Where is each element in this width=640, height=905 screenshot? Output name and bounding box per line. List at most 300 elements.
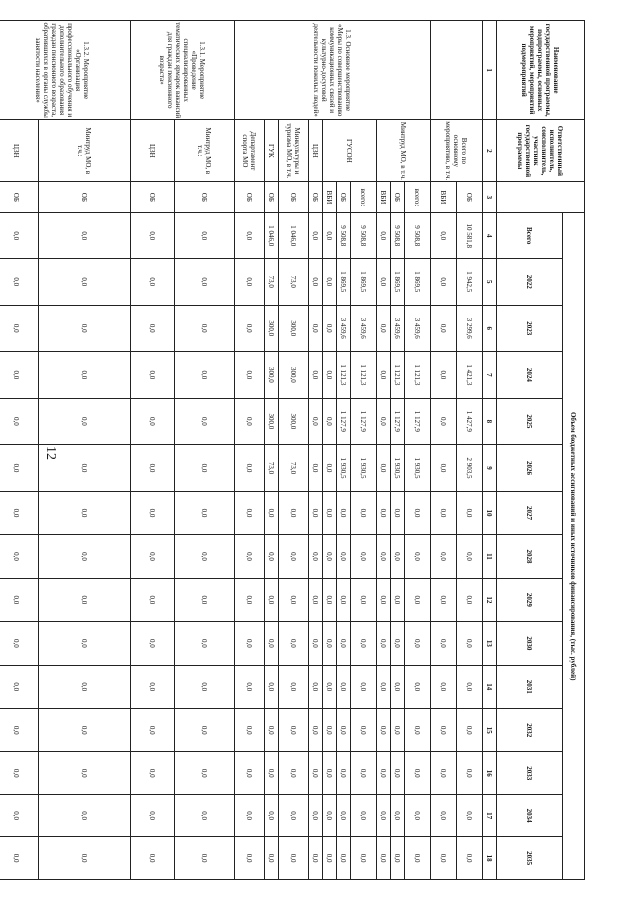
value-cell: 0,0 (265, 837, 279, 880)
header-year: 2031 (497, 665, 563, 708)
value-cell: 0,0 (323, 213, 337, 259)
value-cell: 0,0 (39, 213, 131, 259)
value-cell: 1 046,0 (279, 213, 309, 259)
value-cell: 0,0 (457, 752, 483, 794)
value-cell: 0,0 (39, 305, 131, 352)
value-cell: 0,0 (337, 622, 351, 665)
row-executor-cell: Всего по основному мероприятию, в т.ч. (431, 120, 483, 182)
column-number: 13 (483, 622, 497, 665)
value-cell: 0,0 (39, 258, 131, 305)
value-cell: 0,0 (323, 752, 337, 794)
value-cell: 0,0 (337, 535, 351, 578)
value-cell: 0,0 (351, 491, 377, 534)
value-cell: 1 930,5 (391, 445, 405, 492)
value-cell: 0,0 (131, 752, 175, 794)
value-cell: 1 127,9 (405, 398, 431, 445)
table-row (175, 21, 235, 880)
value-cell: 300,0 (279, 305, 309, 352)
column-number: 16 (483, 752, 497, 794)
value-cell: 0,0 (265, 752, 279, 794)
table-row (0, 21, 39, 880)
value-cell: 0,0 (175, 258, 235, 305)
finance-table (0, 20, 585, 880)
value-cell: 0,0 (457, 578, 483, 621)
row-source-cell: ОБ (235, 182, 265, 213)
value-cell: 1 869,5 (337, 258, 351, 305)
column-number: 9 (483, 445, 497, 492)
value-cell: 73,0 (265, 258, 279, 305)
column-number: 2 (483, 120, 497, 182)
value-cell: 0,0 (235, 213, 265, 259)
value-cell: 0,0 (405, 578, 431, 621)
value-cell: 0,0 (265, 665, 279, 708)
value-cell: 0,0 (131, 398, 175, 445)
value-cell: 0,0 (431, 398, 457, 445)
value-cell: 0,0 (457, 665, 483, 708)
value-cell: 0,0 (0, 709, 39, 752)
value-cell: 0,0 (235, 491, 265, 534)
row-source-cell: ОБ (175, 182, 235, 213)
value-cell: 0,0 (377, 578, 391, 621)
value-cell: 0,0 (377, 258, 391, 305)
value-cell: 3 459,6 (405, 305, 431, 352)
column-number: 18 (483, 837, 497, 880)
value-cell: 0,0 (131, 709, 175, 752)
value-cell: 300,0 (265, 305, 279, 352)
value-cell: 0,0 (309, 794, 323, 836)
column-number: 10 (483, 491, 497, 534)
value-cell: 0,0 (265, 491, 279, 534)
value-cell: 0,0 (265, 578, 279, 621)
value-cell: 0,0 (337, 709, 351, 752)
value-cell: 1 127,9 (337, 398, 351, 445)
value-cell: 0,0 (39, 794, 131, 836)
row-source-cell: ОБ (309, 182, 323, 213)
value-cell: 0,0 (431, 445, 457, 492)
value-cell: 0,0 (323, 709, 337, 752)
value-cell: 0,0 (431, 709, 457, 752)
value-cell: 0,0 (39, 398, 131, 445)
row-executor-cell: Департамент спорта МО (235, 120, 265, 182)
value-cell: 0,0 (391, 535, 405, 578)
row-executor-cell: ЦЗН (131, 120, 175, 182)
value-cell: 0,0 (405, 752, 431, 794)
value-cell: 0,0 (131, 213, 175, 259)
value-cell: 0,0 (235, 535, 265, 578)
header-year: 2035 (497, 837, 563, 880)
value-cell: 0,0 (0, 258, 39, 305)
value-cell: 0,0 (377, 752, 391, 794)
value-cell: 0,0 (39, 665, 131, 708)
value-cell: 0,0 (351, 535, 377, 578)
value-cell: 300,0 (265, 398, 279, 445)
value-cell: 0,0 (309, 445, 323, 492)
value-cell: 0,0 (431, 305, 457, 352)
value-cell: 0,0 (391, 837, 405, 880)
value-cell: 0,0 (175, 398, 235, 445)
value-cell: 0,0 (323, 578, 337, 621)
value-cell: 1 421,3 (457, 352, 483, 399)
value-cell: 0,0 (175, 352, 235, 399)
value-cell: 0,0 (377, 213, 391, 259)
value-cell: 0,0 (391, 578, 405, 621)
value-cell: 10 581,8 (457, 213, 483, 259)
row-name-cell: 1.3. Основное мероприятие «Меры по совершенствованию коммуникационных связей и культурно-досуговой деятельности пожилых людей» (235, 21, 431, 120)
value-cell: 0,0 (175, 535, 235, 578)
value-cell: 1 942,5 (457, 258, 483, 305)
value-cell: 0,0 (235, 709, 265, 752)
row-name-cell: 1.3.1. Мероприятие «Проведение специализированных тематических ярмарок вакансий для граждан пенсионного возраста» (131, 21, 235, 120)
column-number: 6 (483, 305, 497, 352)
value-cell: 300,0 (279, 352, 309, 399)
value-cell: 0,0 (0, 578, 39, 621)
value-cell: 0,0 (0, 665, 39, 708)
value-cell: 0,0 (235, 665, 265, 708)
value-cell: 0,0 (431, 535, 457, 578)
row-name-cell: 1.3.2. Мероприятие «Организация профессионального обучения и дополнительного образования граждан пенсионного возраста, обратившихся в органы службы занятости населения» (0, 21, 131, 120)
value-cell: 0,0 (279, 535, 309, 578)
value-cell: 9 508,8 (337, 213, 351, 259)
value-cell: 0,0 (431, 213, 457, 259)
value-cell: 0,0 (235, 794, 265, 836)
value-cell: 0,0 (131, 665, 175, 708)
value-cell: 1 127,9 (351, 398, 377, 445)
value-cell: 0,0 (279, 709, 309, 752)
value-cell: 0,0 (323, 305, 337, 352)
rotated-table-page (12, 20, 585, 880)
row-source-cell: ВБИ (431, 182, 457, 213)
value-cell: 0,0 (377, 709, 391, 752)
column-number: 14 (483, 665, 497, 708)
value-cell: 0,0 (431, 837, 457, 880)
value-cell: 0,0 (39, 709, 131, 752)
value-cell: 0,0 (377, 837, 391, 880)
value-cell: 0,0 (323, 665, 337, 708)
value-cell: 0,0 (337, 794, 351, 836)
value-cell: 0,0 (131, 535, 175, 578)
value-cell: 0,0 (131, 445, 175, 492)
value-cell: 0,0 (0, 213, 39, 259)
value-cell: 0,0 (235, 622, 265, 665)
value-cell: 0,0 (377, 794, 391, 836)
value-cell: 0,0 (0, 398, 39, 445)
value-cell: 0,0 (175, 622, 235, 665)
value-cell: 0,0 (131, 622, 175, 665)
row-source-cell: ОБ (0, 182, 39, 213)
value-cell: 0,0 (323, 398, 337, 445)
value-cell: 0,0 (351, 752, 377, 794)
value-cell: 1 869,5 (391, 258, 405, 305)
value-cell: 0,0 (323, 352, 337, 399)
value-cell: 0,0 (309, 398, 323, 445)
table-row (131, 21, 175, 880)
column-number: 11 (483, 535, 497, 578)
value-cell: 1 121,3 (391, 352, 405, 399)
column-number: 8 (483, 398, 497, 445)
value-cell: 0,0 (265, 622, 279, 665)
value-cell: 0,0 (309, 491, 323, 534)
value-cell: 0,0 (431, 752, 457, 794)
value-cell: 0,0 (309, 535, 323, 578)
value-cell: 9 508,8 (391, 213, 405, 259)
column-number: 15 (483, 709, 497, 752)
header-year: 2027 (497, 491, 563, 534)
table-row (265, 21, 279, 880)
value-cell: 1 930,5 (351, 445, 377, 492)
table-row (351, 21, 377, 880)
value-cell: 0,0 (431, 622, 457, 665)
value-cell: 0,0 (323, 258, 337, 305)
value-cell: 0,0 (431, 258, 457, 305)
value-cell: 0,0 (391, 794, 405, 836)
value-cell: 0,0 (175, 752, 235, 794)
value-cell: 0,0 (265, 794, 279, 836)
value-cell: 0,0 (377, 622, 391, 665)
value-cell: 0,0 (235, 258, 265, 305)
value-cell: 0,0 (405, 622, 431, 665)
row-source-cell: ВБИ (377, 182, 391, 213)
value-cell: 1 869,5 (405, 258, 431, 305)
table-row (405, 21, 431, 880)
value-cell: 0,0 (235, 445, 265, 492)
header-year: 2032 (497, 709, 563, 752)
value-cell: 0,0 (279, 752, 309, 794)
value-cell: 300,0 (279, 398, 309, 445)
header-year: 2029 (497, 578, 563, 621)
value-cell: 0,0 (431, 665, 457, 708)
value-cell: 0,0 (175, 794, 235, 836)
header-year: 2034 (497, 794, 563, 836)
value-cell: 0,0 (131, 352, 175, 399)
value-cell: 0,0 (457, 794, 483, 836)
value-cell: 0,0 (337, 665, 351, 708)
value-cell: 0,0 (309, 352, 323, 399)
value-cell: 0,0 (323, 622, 337, 665)
value-cell: 0,0 (391, 665, 405, 708)
value-cell: 3 459,6 (337, 305, 351, 352)
value-cell: 0,0 (265, 709, 279, 752)
column-number: 17 (483, 794, 497, 836)
value-cell: 0,0 (131, 837, 175, 880)
value-cell: 0,0 (391, 709, 405, 752)
value-cell: 0,0 (0, 445, 39, 492)
value-cell: 0,0 (39, 491, 131, 534)
value-cell: 0,0 (391, 622, 405, 665)
column-number: 4 (483, 213, 497, 259)
value-cell: 0,0 (39, 352, 131, 399)
value-cell: 0,0 (337, 491, 351, 534)
value-cell: 0,0 (309, 258, 323, 305)
value-cell: 1 930,5 (405, 445, 431, 492)
value-cell: 0,0 (131, 578, 175, 621)
value-cell: 3 299,6 (457, 305, 483, 352)
value-cell: 0,0 (309, 837, 323, 880)
row-executor-cell: Минтруд МО, в т.ч.: (175, 120, 235, 182)
row-executor-cell: Минтруд МО, в т.ч. (377, 120, 431, 182)
value-cell: 3 459,6 (351, 305, 377, 352)
value-cell: 0,0 (175, 213, 235, 259)
header-year: 2024 (497, 352, 563, 399)
header-year: 2028 (497, 535, 563, 578)
value-cell: 0,0 (309, 213, 323, 259)
column-number: 3 (483, 182, 497, 213)
value-cell: 0,0 (351, 622, 377, 665)
header-year: 2025 (497, 398, 563, 445)
value-cell: 1 121,3 (337, 352, 351, 399)
header-total: Всего (497, 213, 563, 259)
row-source-cell: всего: (351, 182, 377, 213)
value-cell: 0,0 (377, 398, 391, 445)
value-cell: 0,0 (377, 535, 391, 578)
value-cell: 0,0 (265, 535, 279, 578)
value-cell: 0,0 (131, 305, 175, 352)
value-cell: 0,0 (39, 535, 131, 578)
value-cell: 0,0 (431, 352, 457, 399)
row-executor-cell: Минтруд МО, в т.ч.: (39, 120, 131, 182)
value-cell: 0,0 (175, 837, 235, 880)
value-cell: 1 930,5 (337, 445, 351, 492)
value-cell: 0,0 (377, 491, 391, 534)
row-source-cell: ОБ (279, 182, 309, 213)
table-row (279, 21, 309, 880)
value-cell: 0,0 (431, 794, 457, 836)
value-cell: 0,0 (391, 752, 405, 794)
column-number: 7 (483, 352, 497, 399)
value-cell: 0,0 (309, 305, 323, 352)
value-cell: 0,0 (377, 305, 391, 352)
value-cell: 0,0 (309, 578, 323, 621)
value-cell: 0,0 (279, 837, 309, 880)
value-cell: 0,0 (279, 622, 309, 665)
value-cell: 0,0 (351, 665, 377, 708)
value-cell: 0,0 (323, 535, 337, 578)
table-row (235, 21, 265, 880)
row-source-cell: ОБ (337, 182, 351, 213)
value-cell: 0,0 (279, 578, 309, 621)
value-cell: 0,0 (39, 752, 131, 794)
value-cell: 9 508,8 (405, 213, 431, 259)
row-source-cell: ОБ (391, 182, 405, 213)
value-cell: 0,0 (457, 837, 483, 880)
row-executor-cell: Минкультуры и туризма МО, в т.ч. (279, 120, 309, 182)
value-cell: 0,0 (131, 794, 175, 836)
value-cell: 0,0 (405, 709, 431, 752)
value-cell: 0,0 (323, 491, 337, 534)
header-year: 2033 (497, 752, 563, 794)
table-row (457, 21, 483, 880)
row-source-cell: всего: (405, 182, 431, 213)
page-number: 12 (43, 446, 58, 460)
value-cell: 1 427,9 (457, 398, 483, 445)
value-cell: 0,0 (337, 578, 351, 621)
value-cell: 0,0 (235, 578, 265, 621)
value-cell: 0,0 (279, 665, 309, 708)
value-cell: 0,0 (351, 837, 377, 880)
column-number: 1 (483, 21, 497, 120)
row-source-cell: ОБ (131, 182, 175, 213)
value-cell: 0,0 (309, 665, 323, 708)
header-executor: Ответственный исполнитель, соисполнитель, участник государственной программы (497, 120, 585, 182)
value-cell: 3 459,6 (391, 305, 405, 352)
value-cell: 0,0 (309, 752, 323, 794)
value-cell: 0,0 (309, 622, 323, 665)
value-cell: 0,0 (337, 837, 351, 880)
value-cell: 0,0 (405, 535, 431, 578)
value-cell: 1 869,5 (351, 258, 377, 305)
value-cell: 0,0 (405, 794, 431, 836)
row-executor-cell: ГУСОН (323, 120, 377, 182)
value-cell: 0,0 (405, 837, 431, 880)
value-cell: 1 046,0 (265, 213, 279, 259)
table-row (39, 21, 131, 880)
value-cell: 0,0 (235, 398, 265, 445)
row-source-cell: ОБ (39, 182, 131, 213)
value-cell: 0,0 (351, 794, 377, 836)
value-cell: 0,0 (175, 578, 235, 621)
value-cell: 0,0 (0, 535, 39, 578)
column-number: 5 (483, 258, 497, 305)
value-cell: 0,0 (0, 352, 39, 399)
header-name: Наименование государственной программы, подпрограммы, основных мероприятий, мероприятий подмероприятий (497, 21, 585, 120)
row-source-cell: ОБ (457, 182, 483, 213)
header-year: 2022 (497, 258, 563, 305)
value-cell: 0,0 (405, 491, 431, 534)
value-cell: 0,0 (377, 352, 391, 399)
value-cell: 0,0 (457, 491, 483, 534)
header-year: 2026 (497, 445, 563, 492)
value-cell: 0,0 (39, 622, 131, 665)
value-cell: 0,0 (405, 665, 431, 708)
value-cell: 73,0 (279, 258, 309, 305)
value-cell: 0,0 (0, 752, 39, 794)
value-cell: 0,0 (279, 491, 309, 534)
value-cell: 0,0 (235, 305, 265, 352)
value-cell: 1 127,9 (391, 398, 405, 445)
header-year: 2030 (497, 622, 563, 665)
value-cell: 0,0 (175, 709, 235, 752)
value-cell: 0,0 (351, 578, 377, 621)
value-cell: 2 903,5 (457, 445, 483, 492)
value-cell: 0,0 (351, 709, 377, 752)
value-cell: 73,0 (265, 445, 279, 492)
value-cell: 0,0 (323, 445, 337, 492)
value-cell: 0,0 (0, 491, 39, 534)
value-cell: 0,0 (175, 665, 235, 708)
row-executor-cell: ЦЗН (309, 120, 323, 182)
value-cell: 0,0 (431, 491, 457, 534)
value-cell: 0,0 (457, 535, 483, 578)
value-cell: 0,0 (175, 445, 235, 492)
value-cell: 300,0 (265, 352, 279, 399)
value-cell: 0,0 (131, 491, 175, 534)
value-cell: 9 508,8 (351, 213, 377, 259)
value-cell: 0,0 (235, 837, 265, 880)
value-cell: 1 121,3 (405, 352, 431, 399)
value-cell: 0,0 (175, 491, 235, 534)
value-cell: 73,0 (279, 445, 309, 492)
row-executor-cell: ГУК (265, 120, 279, 182)
value-cell: 0,0 (39, 578, 131, 621)
row-executor-cell: ЦЗН (0, 120, 39, 182)
value-cell: 0,0 (175, 305, 235, 352)
value-cell: 0,0 (235, 352, 265, 399)
header-finance-title: Объем бюджетных ассигнований и иных источников финансирования, (тыс. рублей) (563, 213, 585, 880)
value-cell: 0,0 (131, 258, 175, 305)
value-cell: 0,0 (323, 837, 337, 880)
row-source-cell: ВБИ (323, 182, 337, 213)
row-source-cell: ОБ (265, 182, 279, 213)
column-number: 12 (483, 578, 497, 621)
